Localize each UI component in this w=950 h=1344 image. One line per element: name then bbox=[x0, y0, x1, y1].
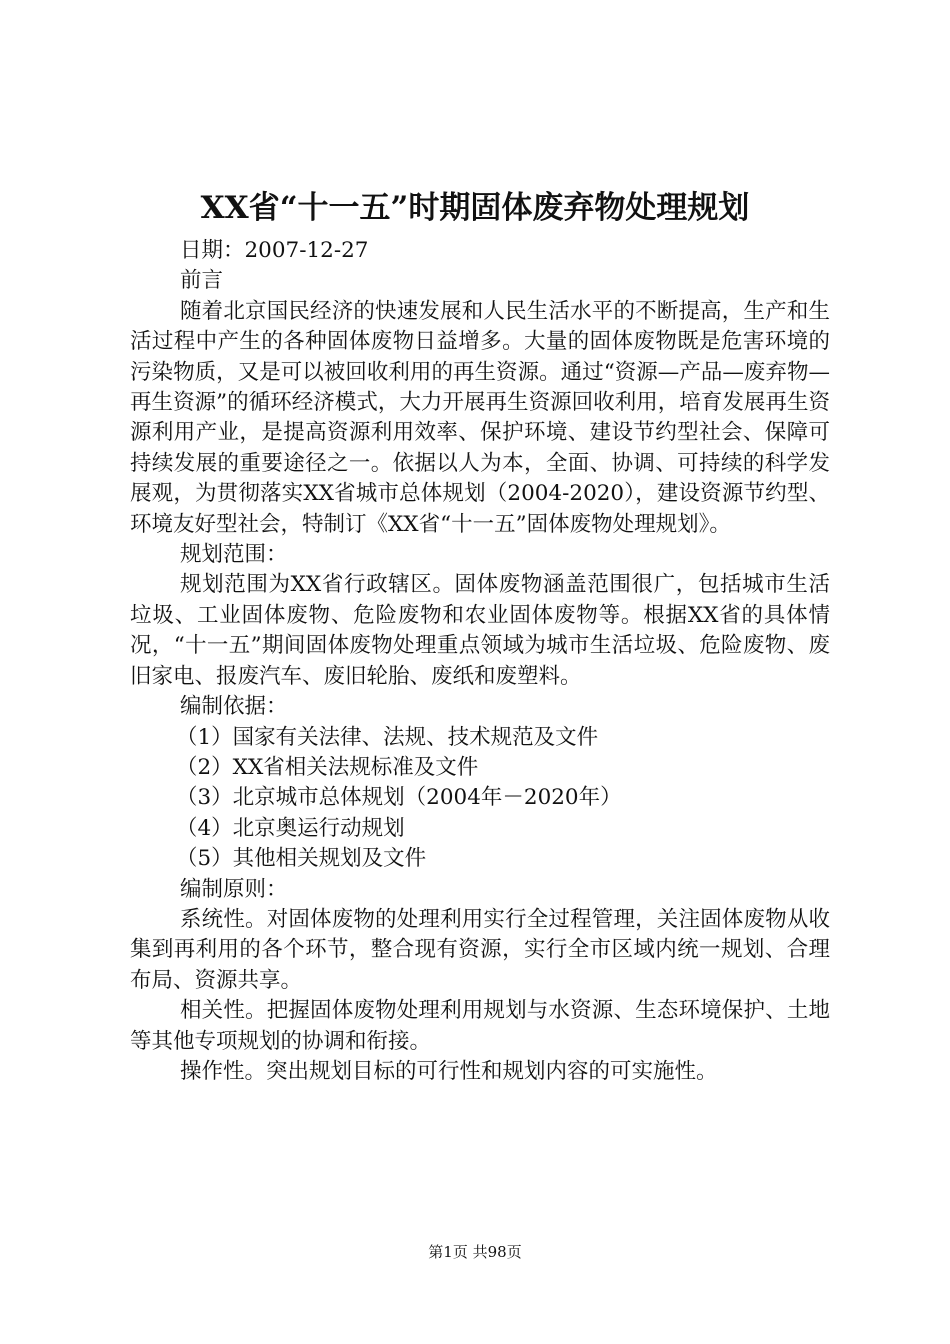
basis-item: （4）北京奥运行动规划 bbox=[176, 815, 405, 841]
principle-operability: 操作性。突出规划目标的可行性和规划内容的可实施性。 bbox=[180, 1058, 718, 1084]
principle-relevance: 相关性。把握固体废物处理利用规划与水资源、生态环境保护、土地等其他专项规划的协调和衔接。 bbox=[130, 998, 830, 1054]
basis-heading: 编制依据： bbox=[180, 694, 288, 720]
date-line: 日期：2007-12-27 bbox=[180, 238, 369, 263]
preface-heading: 前言 bbox=[180, 268, 224, 294]
basis-item: （2）XX省相关法规标准及文件 bbox=[176, 754, 479, 780]
page-footer: 第1页 共98页 bbox=[428, 1243, 522, 1261]
preface-paragraph: 随着北京国民经济的快速发展和人民生活水平的不断提高，生产和生活过程中产生的各种固体废物日益增多。大量的固体废物既是危害环境的污染物质，又是可以被回收利用的再生资源。通过“资源—产品—废弃物—再生资源”的循环经济模式，大力开展再生资源回收利用，培育发展再生资源利用产业，是提高资源利用效率、保护环境、建设节约型社会、保障可持续发展的重要途径之一。依据以人为本，全面、协调、可持续的科学发展观，为贯彻落实XX省城市总体规划（2004-2020），建设资源节约型、环境友好型社会，特制订《XX省“十一五”固体废物处理规划》。 bbox=[130, 298, 830, 537]
document-title: XX省“十一五”时期固体废弃物处理规划 bbox=[200, 190, 750, 226]
document-body bbox=[130, 236, 830, 1087]
principle-systematic: 系统性。对固体废物的处理利用实行全过程管理，关注固体废物从收集到再利用的各个环节，整合现有资源，实行全市区域内统一规划、合理布局、资源共享。 bbox=[130, 906, 830, 993]
basis-item: （5）其他相关规划及文件 bbox=[176, 846, 427, 872]
scope-heading: 规划范围： bbox=[180, 542, 288, 568]
scope-paragraph: 规划范围为XX省行政辖区。固体废物涵盖范围很广，包括城市生活垃圾、工业固体废物、危险废物和农业固体废物等。根据XX省的具体情况，“十一五”期间固体废物处理重点领域为城市生活垃圾、危险废物、废旧家电、报废汽车、废旧轮胎、废纸和废塑料。 bbox=[130, 572, 830, 689]
principles-heading: 编制原则： bbox=[180, 876, 288, 902]
basis-item: （1）国家有关法律、法规、技术规范及文件 bbox=[176, 724, 599, 750]
basis-item: （3）北京城市总体规划（2004年－2020年） bbox=[176, 785, 622, 811]
